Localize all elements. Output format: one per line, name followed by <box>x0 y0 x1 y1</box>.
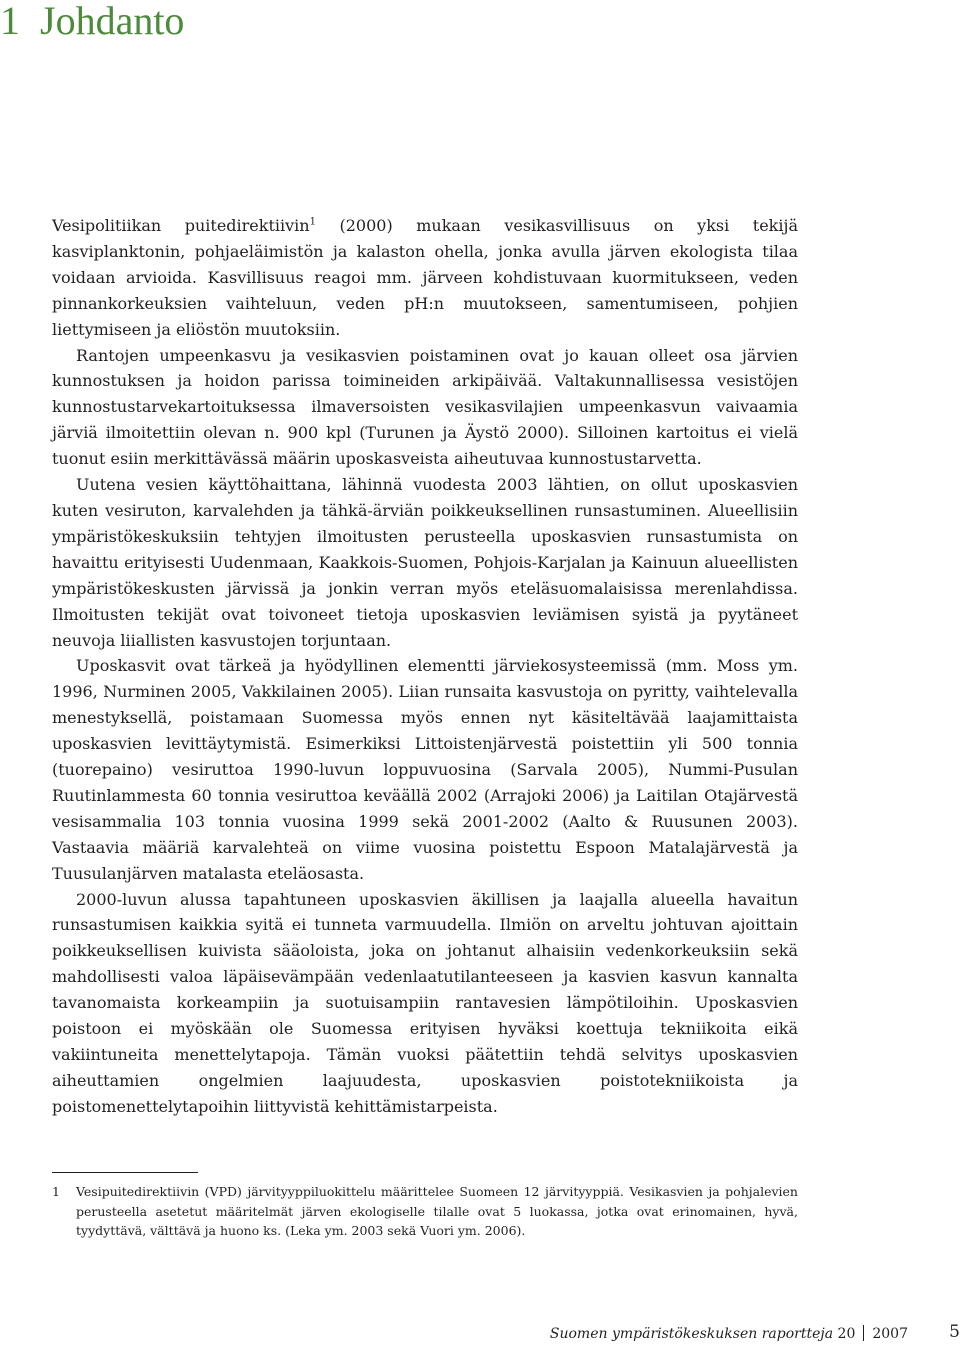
paragraph-3: Uutena vesien käyttöhaittana, lähinnä vuodesta 2003 lähtien, on ollut uposkasvien kuten vesiruton, karvalehden ja tähkä-ärviän poikkeuksellinen runsastuminen. Alueellisiin ympäristökeskuksiin tehtyjen ilmoitusten perusteella uposkasvien runsastumista on havaittu erityisesti Uudenmaan, Kaakkois-Suomen, Pohjois-Karjalan ja Kainuun alueellisten ympäristökeskusten järvissä ja jonkin verran myös eteläsuomalaisissa merenlahdissa. Ilmoitusten tekijät ovat toivoneet tietoja uposkasvien leviämisen syistä ja pyytäneet neuvoja liiallisten kasvustojen torjuntaan. <box>52 475 798 650</box>
footnote-divider <box>52 1172 198 1173</box>
chapter-heading <box>0 0 184 42</box>
series-title: Suomen ympäristökeskuksen raportteja <box>549 1326 834 1342</box>
issue-number: 20 <box>837 1326 856 1342</box>
footnote <box>52 1182 798 1241</box>
paragraph-1: Vesipolitiikan puitedirektiivin$^1$ (2000) mukaan vesikasvillisuus on yksi tekijä kasviplanktonin, pohjaeläimistön ja kalaston ohella, jonka avulla järven ekologista tilaa voidaan arvioida. Kasvillisuus reagoi mm. järveen kohdistuvaan kuormitukseen, veden pinnankorkeuksien vaihteluun, veden pH:n muutokseen, samentumiseen, pohjien liettymiseen ja eliöstön muutoksiin. <box>52 216 798 339</box>
footnote-marker: 1 <box>309 216 316 228</box>
chapter-title: Johdanto <box>40 0 185 43</box>
page-number: 5 <box>949 1322 960 1342</box>
footnote-number: 1 <box>52 1184 60 1199</box>
paragraph-2: Rantojen umpeenkasvu ja vesikasvien poistaminen ovat jo kauan olleet osa järvien kunnostuksen ja hoidon parissa toimineiden arkipäivää. Valtakunnallisessa vesistöjen kunnostustarvekartoituksessa ilmaversoisten vesikasvilajien umpeenkasvun vaivaamia järviä ilmoitettiin olevan n. 900 kpl (Turunen ja Äystö 2000). Silloinen kartoitus ei vielä tuonut esiin merkittävässä määrin uposkasveista aiheutuvaa kunnostustarvetta. <box>52 345 798 469</box>
chapter-number: 1 <box>0 0 20 43</box>
running-footer <box>550 1325 908 1342</box>
footer-separator <box>863 1325 864 1341</box>
publication-year: 2007 <box>872 1326 908 1342</box>
paragraph-5: 2000-luvun alussa tapahtuneen uposkasvien äkillisen ja laajalla alueella havaitun runsastumisen kaikkia syitä ei tunneta varmuudella. Ilmiön on arveltu johtuvan ajoittain poikkeuksellisen kuivista sääoloista, joka on johtanut alhaisiin vedenkorkeuksiin sekä mahdollisesti valoa läpäisevämpään vedenlaatutilanteeseen ja kasvien kasvun kannalta tavanomaista korkeampiin ja suotuisampiin rantavesien lämpötiloihin. Uposkasvien poistoon ei myöskään ole Suomessa erityisen hyväksi koettuja tekniikoita eikä vakiintuneita menettelytapoja. Tämän vuoksi päätettiin tehdä selvitys uposkasvien aiheuttamien ongelmien laajuudesta, uposkasvien poistotekniikoista ja poistomenettelytapoihin liittyvistä kehittämistarpeista. <box>52 889 798 1116</box>
paragraph-4: Uposkasvit ovat tärkeä ja hyödyllinen elementti järviekosysteemissä (mm. Moss ym. 1996, Nurminen 2005, Vakkilainen 2005). Liian runsaita kasvustoja on pyritty, vaihtelevalla menestyksellä, poistamaan Suomessa myös ennen nyt käsiteltävää laajamittaista uposkasvien levittäytymistä. Esimerkiksi Littoistenjärvestä poistettiin yli 500 tonnia (tuorepaino) vesiruttoa 1990-luvun loppuvuosina (Sarvala 2005), Nummi-Pusulan Ruutinlammesta 60 tonnia vesiruttoa keväällä 2002 (Arrajoki 2006) ja Laitilan Otajärvestä vesisammalia 103 tonnia vuosina 1999 sekä 2001-2002 (Aalto & Ruusunen 2003). Vastaavia määriä karvalehteä on viime vuosina poistettu Espoon Matalajärvestä ja Tuusulanjärven matalasta eteläosasta. <box>52 656 798 883</box>
body-text <box>52 213 798 1120</box>
footnote-text: Vesipuitedirektiivin (VPD) järvityyppiluokittelu määrittelee Suomeen 12 järvityyppiä. Vesikasvien ja pohjalevien perusteella asetetut määritelmät järven ekologiselle tilalle ovat 5 luokassa, jotka ovat erinomainen, hyvä, tyydyttävä, välttävä ja huono ks. (Leka ym. 2003 sekä Vuori ym. 2006). <box>76 1184 798 1239</box>
